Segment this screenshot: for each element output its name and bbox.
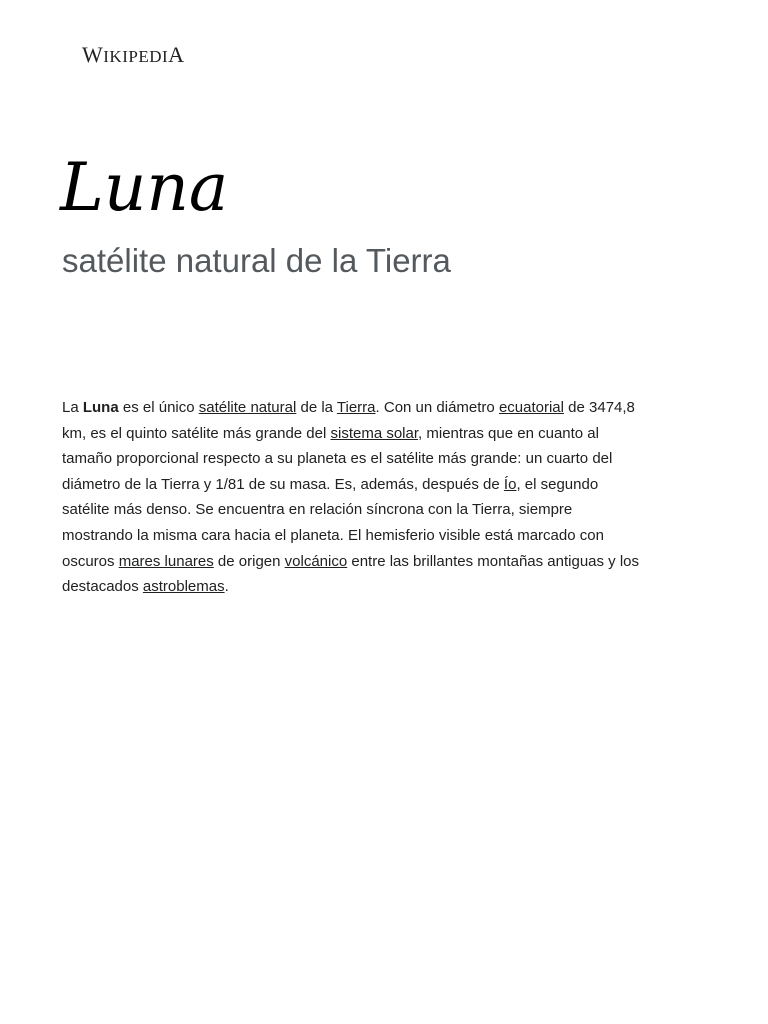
page-description: satélite natural de la Tierra [62, 242, 451, 279]
link-satelite-natural[interactable]: satélite natural [198, 399, 297, 416]
extract-text: La [62, 399, 83, 416]
article-extract [62, 395, 642, 600]
wordmark-cap: W [82, 42, 104, 67]
extract-text: . Con un diámetro [375, 399, 499, 416]
extract-text: de origen [213, 552, 285, 570]
wordmark-rest: IKIPEDI [103, 47, 169, 66]
link-sistema-solar[interactable]: sistema solar [330, 424, 419, 442]
extract-text: , mientras que en cuanto al tamaño proporcional respecto a su planeta es el satélite más grande: un cuarto del diámetro de la Tierra y 1/81 de su masa. Es, además, después de [62, 424, 613, 493]
extract-text: entre las brillantes montañas antiguas y los destacados [62, 552, 640, 596]
extract-text: de 3474,8 km, es el quinto satélite más grande del [62, 399, 635, 442]
extract-text: , el segundo satélite más denso. Se encuentra en relación síncrona con la Tierra, siempre mostrando la misma cara hacia el planeta. El hemisferio visible está marcado con oscuros [62, 475, 604, 570]
link-volcanico[interactable]: volcánico [284, 552, 348, 570]
wikipedia-wordmark-link[interactable] [82, 42, 185, 68]
link-mares-lunares[interactable]: mares lunares [118, 552, 214, 570]
link-tierra[interactable]: Tierra [336, 399, 376, 416]
extract-text: . [224, 578, 229, 596]
link-astroblemas[interactable]: astroblemas [142, 578, 225, 596]
link-io[interactable]: Ío [503, 475, 517, 493]
link-ecuatorial[interactable]: ecuatorial [498, 399, 564, 416]
extract-bold-term: Luna [82, 399, 119, 416]
wordmark-end: A [168, 42, 185, 67]
extract-text: es el único [118, 399, 199, 416]
extract-text: de la [296, 399, 337, 416]
page-title: Luna [60, 149, 229, 226]
